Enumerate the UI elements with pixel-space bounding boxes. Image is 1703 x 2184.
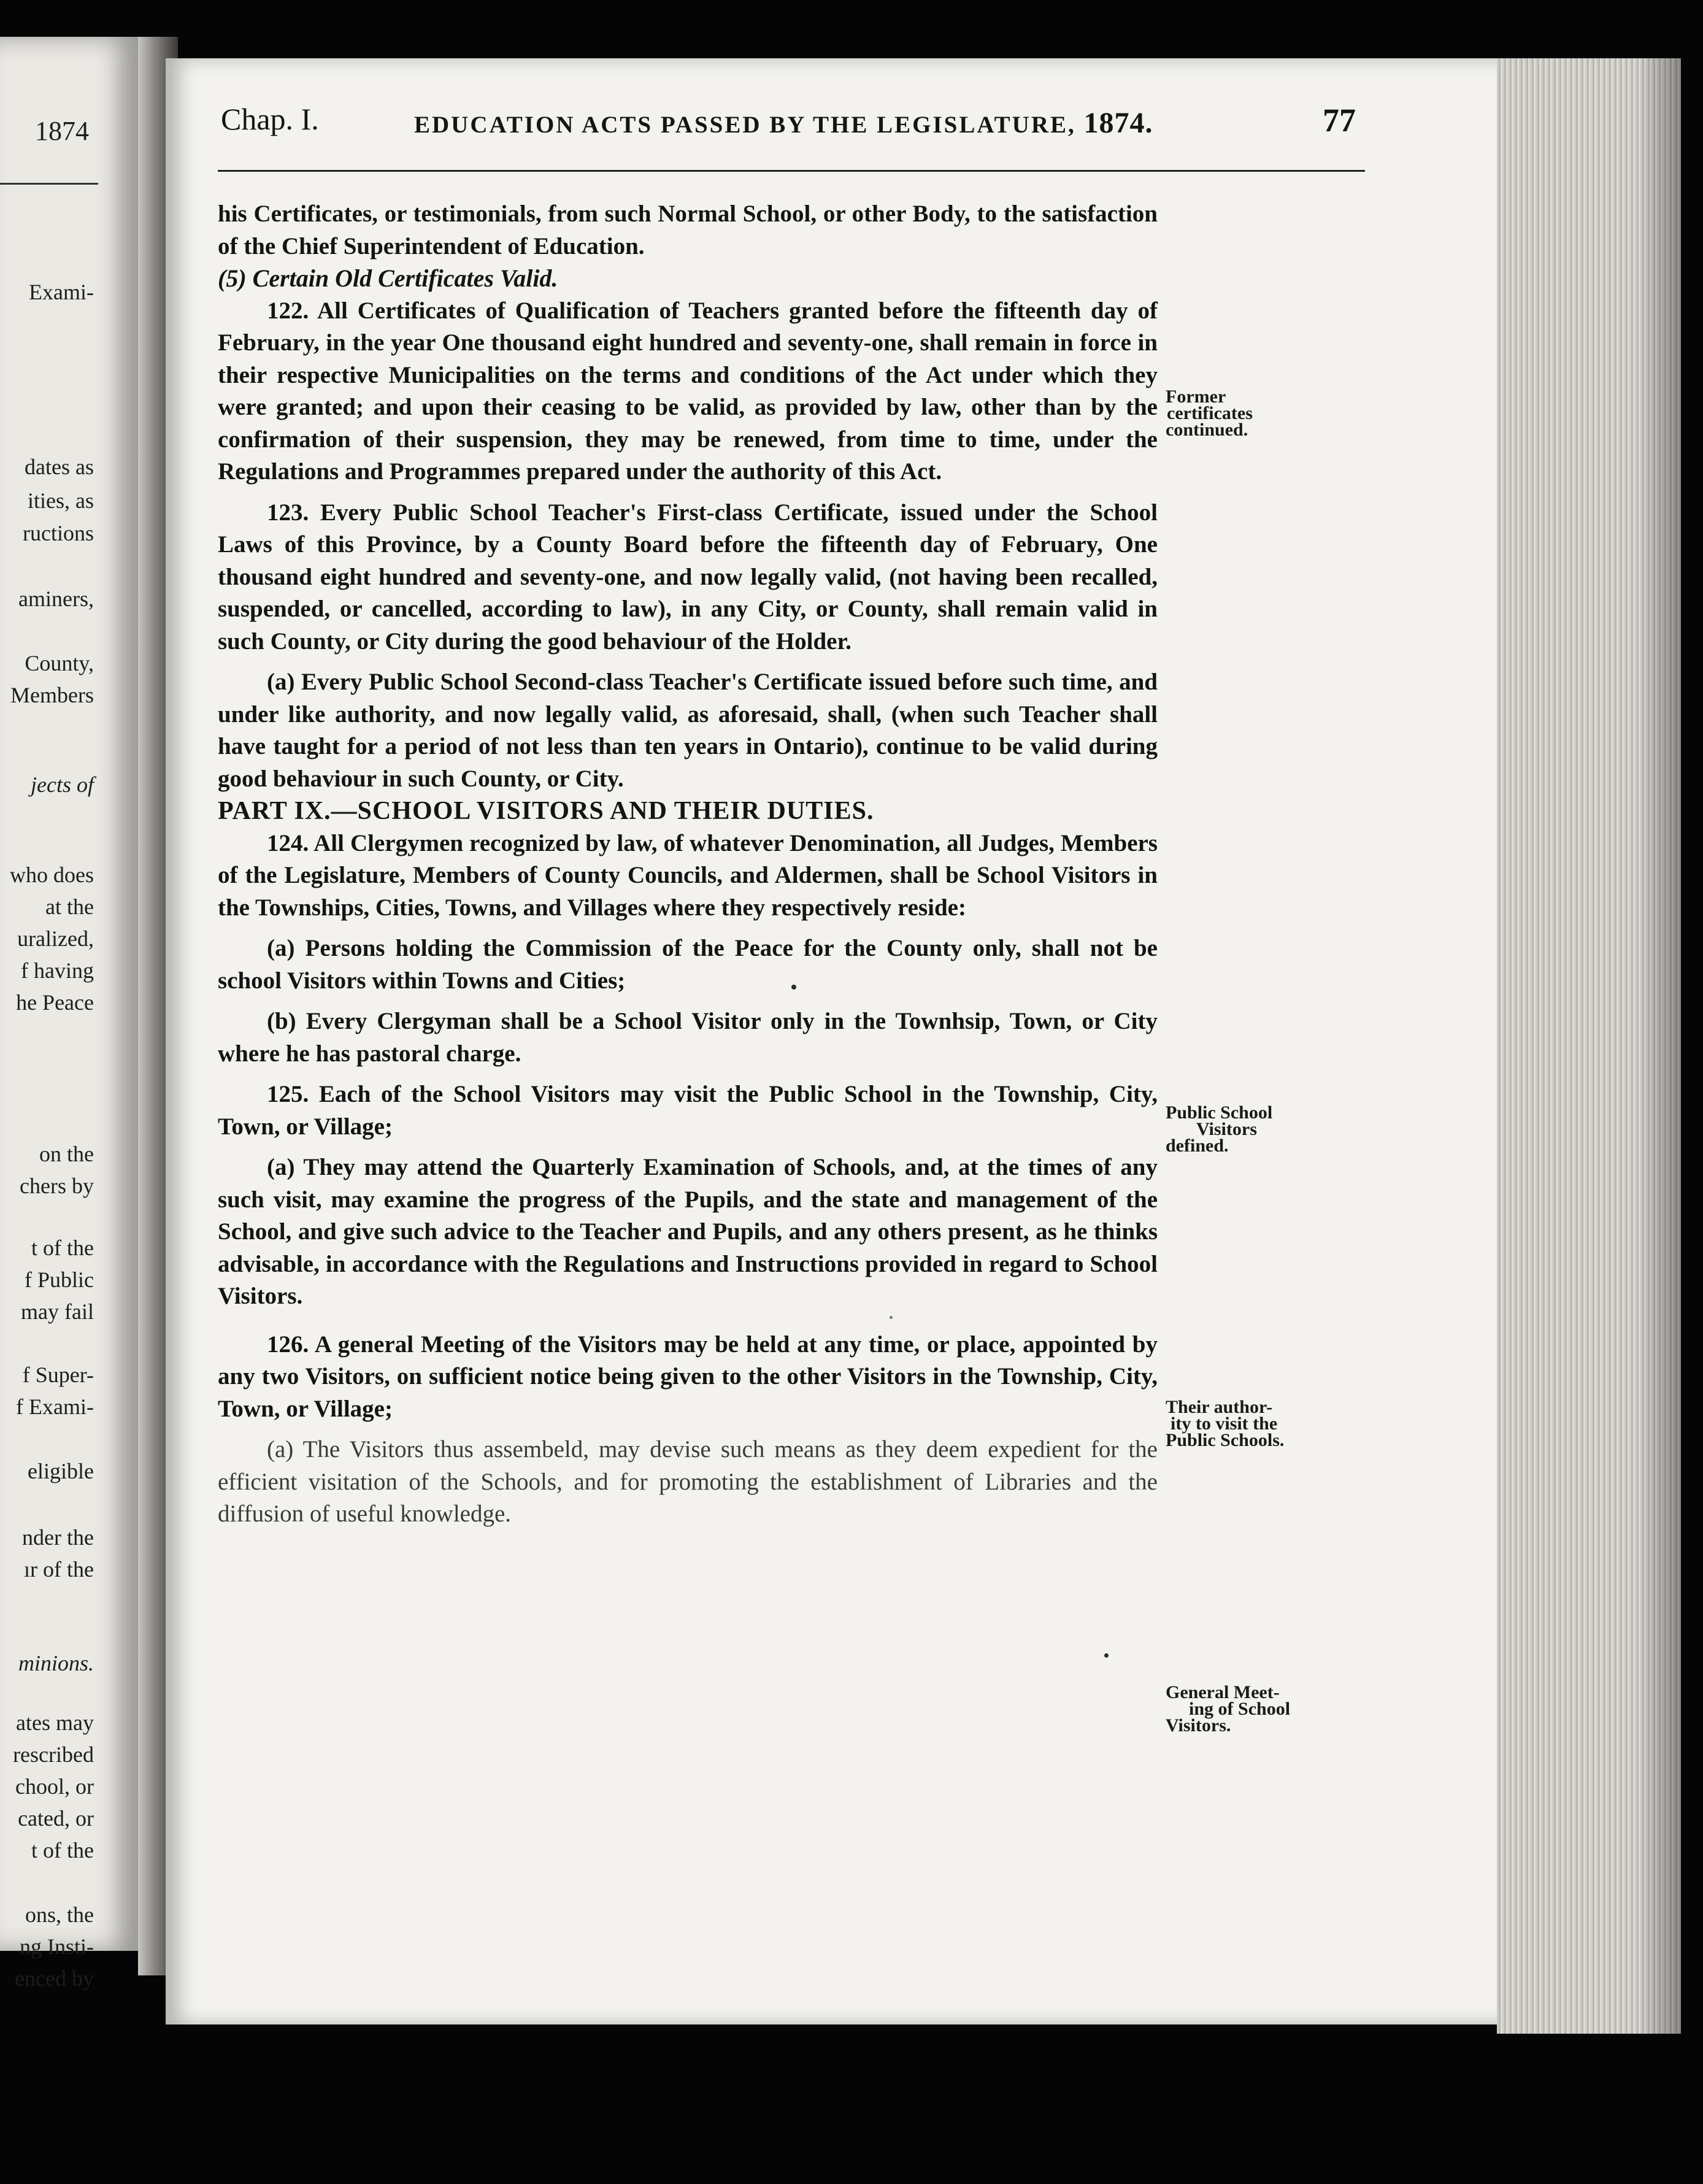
margin-note-visitors-defined bbox=[1166, 1104, 1307, 1154]
section-123: 123. Every Public School Teacher's First-class Certificate, issued under the School Laws of this Province, by a County Board before the fifteenth day of February, One thousand eight hundred and seventy-one, and now legally valid, (not having been recalled, suspended, or cancelled, according to law), in any City, or County, shall remain valid in such County, or City during the good behaviour of the Holder. bbox=[218, 499, 1158, 655]
margin-note-general-meeting bbox=[1166, 1684, 1307, 1734]
left-page-fragment: chers by bbox=[20, 1174, 94, 1198]
left-page-fragment: rescribed bbox=[13, 1742, 94, 1767]
chapter-label: Chap. I. bbox=[221, 102, 319, 136]
section-126: 126. A general Meeting of the Visitors may be held at any time, or place, appointed by any two Visitors, on sufficient notice being given to the other Visitors in the Township, City, Town, or Village; bbox=[218, 1331, 1158, 1422]
left-page-fragment: dates as bbox=[25, 455, 94, 479]
left-page-fragment: ons, the bbox=[25, 1902, 94, 1927]
section-126-a: (a) The Visitors thus assembeld, may devise such means as they deem expedient for the efficient visitation of the Schools, and for promoting the establishment of Libraries and the diffusion of useful knowledge. bbox=[218, 1436, 1158, 1527]
margin-note-line: Public School bbox=[1166, 1102, 1273, 1123]
section-heading: (5) Certain Old Certificates Valid. bbox=[218, 264, 558, 292]
book-page bbox=[166, 58, 1524, 2024]
left-page-fragment: ates may bbox=[16, 1710, 94, 1735]
margin-note-line: Visitors bbox=[1196, 1119, 1257, 1139]
left-page-fragment: Exami- bbox=[29, 280, 94, 304]
running-title-year: 1874. bbox=[1083, 107, 1153, 139]
left-page-fragment: t of the bbox=[31, 1838, 94, 1863]
margin-note-line: Former bbox=[1166, 386, 1226, 407]
left-page-fragment: ructions bbox=[23, 521, 94, 545]
left-page-fragment: Members bbox=[10, 683, 94, 707]
margin-note-line: defined. bbox=[1166, 1136, 1229, 1156]
left-page-fragment: chool, or bbox=[15, 1774, 94, 1799]
left-page-fragment: eligible bbox=[28, 1459, 94, 1483]
running-title-text: EDUCATION ACTS PASSED BY THE LEGISLATURE, bbox=[414, 112, 1076, 138]
left-page-fragment: f Public bbox=[25, 1267, 94, 1292]
scan-speck bbox=[1104, 1653, 1109, 1658]
left-page-fragment: ities, as bbox=[28, 488, 94, 513]
margin-note-line: Visitors. bbox=[1166, 1715, 1231, 1736]
left-page-fragment: ng Insti- bbox=[20, 1934, 94, 1959]
margin-note-line: ing of School bbox=[1189, 1699, 1291, 1719]
scan-speck bbox=[791, 985, 796, 990]
left-page-edge bbox=[0, 37, 138, 1991]
left-page-fragment: may fail bbox=[21, 1299, 94, 1324]
left-page-fragment: on the bbox=[39, 1142, 94, 1166]
margin-note-line: Public Schools. bbox=[1166, 1430, 1285, 1450]
running-title bbox=[414, 106, 1153, 140]
margin-note-former-certificates bbox=[1166, 388, 1307, 438]
section-123-a: (a) Every Public School Second-class Teacher's Certificate issued before such time, and under like authority, and now legally valid, as aforesaid, shall, (when such Teacher shall have taught for a period of not less than ten years in Ontario), continue to be valid during good behaviour in such County, or City. bbox=[218, 669, 1158, 792]
left-page-fragment: nder the bbox=[22, 1525, 94, 1550]
left-page-fragment: uralized, bbox=[17, 926, 94, 951]
left-page-fragment: jects of bbox=[31, 772, 94, 797]
margin-note-authority-to-visit bbox=[1166, 1399, 1307, 1448]
continuation-paragraph: his Certificates, or testimonials, from such Normal School, or other Body, to the satisfaction of the Chief Superintendent of Education. bbox=[218, 201, 1158, 260]
left-page-fragment: aminers, bbox=[18, 586, 94, 611]
running-head bbox=[221, 101, 1356, 144]
margin-note-line: Their author- bbox=[1166, 1397, 1273, 1417]
body-text bbox=[218, 198, 1158, 1531]
left-page-fragment: t of the bbox=[31, 1236, 94, 1260]
left-page-fragment: f Super- bbox=[22, 1363, 94, 1387]
left-page-fragment: at the bbox=[45, 894, 94, 919]
margin-note-line: continued. bbox=[1166, 420, 1248, 440]
part-heading: PART IX.—SCHOOL VISITORS AND THEIR DUTIES. bbox=[218, 797, 874, 825]
left-page-fragment: f having bbox=[21, 958, 94, 983]
left-page-fragment: ır of the bbox=[24, 1557, 94, 1582]
left-page-fragment: enced by bbox=[15, 1966, 94, 1991]
left-page-fragment: who does bbox=[10, 863, 94, 887]
section-124-a: (a) Persons holding the Commission of the Peace for the County only, shall not be school Visitors within Towns and Cities; bbox=[218, 935, 1158, 994]
section-124-b: (b) Every Clergyman shall be a School Visitor only in the Townhsip, Town, or City where he has pastoral charge. bbox=[218, 1008, 1158, 1067]
section-125-a: (a) They may attend the Quarterly Examination of Schools, and, at the times of any such visit, may examine the progress of the Pupils, and the state and management of the School, and give such advice to the Teacher and Pupils, and any others present, as he thinks advisable, in accordance with the Regulations and Instructions provided in regard to School Visitors. bbox=[218, 1154, 1158, 1309]
section-122: 122. All Certificates of Qualification of Teachers granted before the fifteenth day of February, in the year One thousand eight hundred and seventy-one, shall remain in force in their respective Municipalities on the terms and conditions of the Act under which they were granted; and upon their ceasing to be valid, as provided by law, other than by the confirmation of their suspension, they may be renewed, from time to time, under the Regulations and Programmes prepared under the authority of this Act. bbox=[218, 297, 1158, 485]
header-rule bbox=[218, 170, 1365, 172]
left-page-rule bbox=[0, 183, 98, 185]
section-124: 124. All Clergymen recognized by law, of whatever Denomination, all Judges, Members of the Legislature, Members of County Councils, and Aldermen, shall be School Visitors in the Townships, Cities, Towns, and Villages where they respectively reside: bbox=[218, 829, 1158, 921]
margin-note-line: General Meet- bbox=[1166, 1682, 1280, 1702]
left-page-fragment: cated, or bbox=[18, 1806, 94, 1831]
left-page-fragment: f Exami- bbox=[16, 1394, 94, 1419]
margin-note-line: certificates bbox=[1167, 403, 1253, 423]
left-page-fragment: he Peace bbox=[16, 990, 94, 1015]
left-page-year: 1874 bbox=[35, 116, 89, 146]
margin-note-line: ity to visit the bbox=[1171, 1413, 1278, 1434]
section-125: 125. Each of the School Visitors may visit the Public School in the Township, City, Town, or Village; bbox=[218, 1081, 1158, 1140]
left-page-fragment: minions. bbox=[18, 1651, 94, 1675]
page-fore-edge bbox=[1497, 58, 1681, 2034]
scan-speck bbox=[890, 1316, 893, 1319]
page-number: 77 bbox=[1323, 102, 1356, 139]
left-page-fragment: County, bbox=[25, 651, 94, 675]
